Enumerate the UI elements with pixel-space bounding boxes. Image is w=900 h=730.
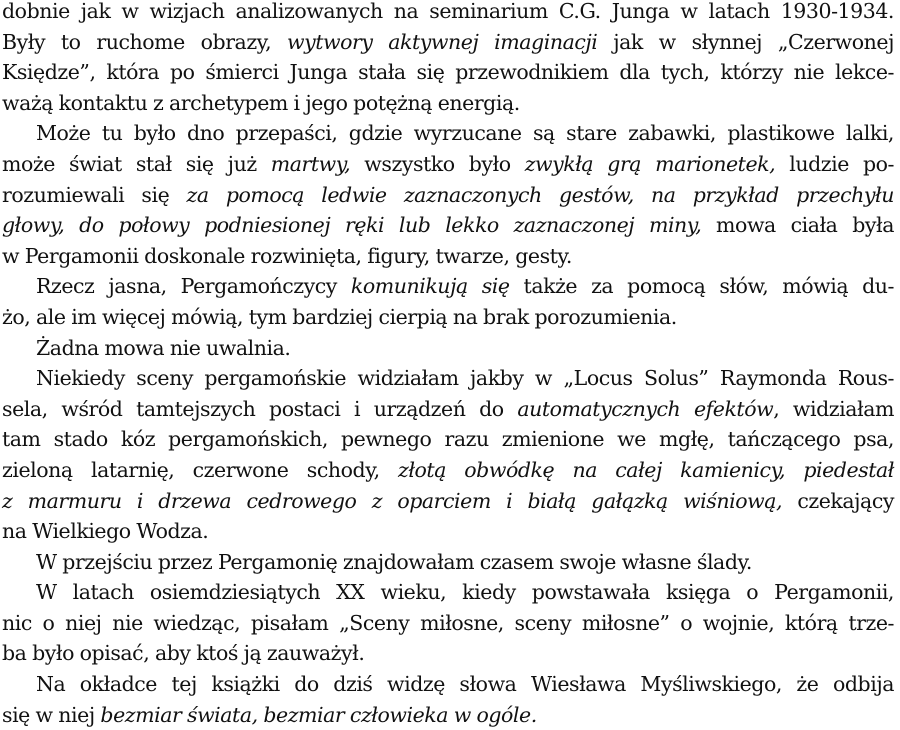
italic-text: bezmiar świata, bezmiar człowieka w ogóle. [100,702,537,727]
text-run: , widziałam [773,396,894,421]
text-run: ba było opisać, aby ktoś ją zauważył. [2,641,365,666]
text-run: na Wielkiego Wodza. [2,519,209,544]
text-line [2,608,894,639]
text-line [2,394,894,425]
paragraph [2,363,894,547]
text-line [2,577,894,608]
text-run: W latach osiemdziesiątych XX wieku, kiedy powstawała księga o Pergamonii, [36,580,894,605]
text-line [2,210,894,241]
text-line [2,57,894,88]
text-line [2,271,894,302]
text-run: dobnie jak w wizjach analizowanych na seminarium C.G. Junga w latach 1930-1934. [2,0,894,23]
paragraph [2,271,894,332]
text-line [2,455,894,486]
text-run: tam stado kóz pergamońskich, pewnego razu zmienione we mgłę, tańczącego psa, [2,427,894,452]
text-line [2,0,894,27]
text-run: ważą kontaktu z archetypem i jego potężną energią. [2,90,520,115]
text-line [2,241,894,272]
text-run: Były to ruchome obrazy, [2,29,287,54]
italic-text: martwy, [270,151,351,176]
italic-text: komunikują się [350,274,510,299]
text-line [2,333,894,364]
text-line [2,363,894,394]
italic-text: automatycznych efektów [517,396,774,421]
text-run: wszystko było [350,151,525,176]
italic-text: za pomocą ledwie zaznaczonych gestów, na przykład przechyłu [186,182,894,207]
text-run: zieloną latarnię, czerwone schody, [2,457,398,482]
italic-text: złotą obwódkę na całej kamienicy, piedestał [397,457,894,482]
text-run: ludzie po- [775,151,895,176]
text-line [2,302,894,333]
text-line [2,180,894,211]
paragraph [2,333,894,364]
text-line [2,88,894,119]
text-line [2,638,894,669]
italic-text: wytwory aktywnej imaginacji [286,29,598,54]
text-run: Niekiedy sceny pergamońskie widziałam jakby w „Locus Solus” Raymonda Rous- [36,366,894,391]
text-run: W przejściu przez Pergamonię znajdowałam czasem swoje własne ślady. [36,549,752,574]
text-line [2,27,894,58]
text-run: Żadna mowa nie uwalnia. [36,335,291,360]
text-run: się w niej [2,702,101,727]
text-run: Może tu było dno przepaści, gdzie wyrzucane są stare zabawki, plastikowe lalki, [36,121,894,146]
text-line [2,669,894,700]
text-run: żo, ale im więcej mówią, tym bardziej cierpią na brak porozumienia. [2,304,677,329]
paragraph [2,669,894,730]
text-run: Księdze”, która po śmierci Junga stała się przewodnikiem dla tych, którzy nie lekce- [2,60,894,85]
text-line [2,700,894,730]
paragraph [2,0,894,118]
text-line [2,118,894,149]
text-run: jak w słynnej „Czerwonej [597,29,895,54]
text-line [2,547,894,578]
text-run: Rzecz jasna, Pergamończycy [36,274,351,299]
text-run: może świat stał się już [2,151,271,176]
italic-text: zwykłą grą marionetek, [524,151,776,176]
text-line [2,149,894,180]
text-line [2,486,894,517]
text-line [2,516,894,547]
document-page [2,0,894,730]
italic-text: głowy, do połowy podniesionej ręki lub lekko zaznaczonej miny, [2,213,702,238]
text-run: rozumiewali się [2,182,187,207]
text-run: także za pomocą słów, mówią du- [509,274,894,299]
text-run: w Pergamonii doskonale rozwinięta, figury, twarze, gesty. [2,243,572,268]
text-run: sela, wśród tamtejszych postaci i urządzeń do [2,396,518,421]
paragraph [2,577,894,669]
text-run: Na okładce tej książki do dziś widzę słowa Wiesława Myśliwskiego, że odbija [36,672,894,697]
text-line [2,424,894,455]
paragraph [2,118,894,271]
text-run: nic o niej nie wiedząc, pisałam „Sceny miłosne, sceny miłosne” o wojnie, którą trze- [2,610,894,635]
italic-text: z marmuru i drzewa cedrowego z oparciem i białą gałązką wiśniową, [2,488,783,513]
text-run: czekający [782,488,894,513]
text-run: mowa ciała była [701,213,894,238]
paragraph [2,547,894,578]
